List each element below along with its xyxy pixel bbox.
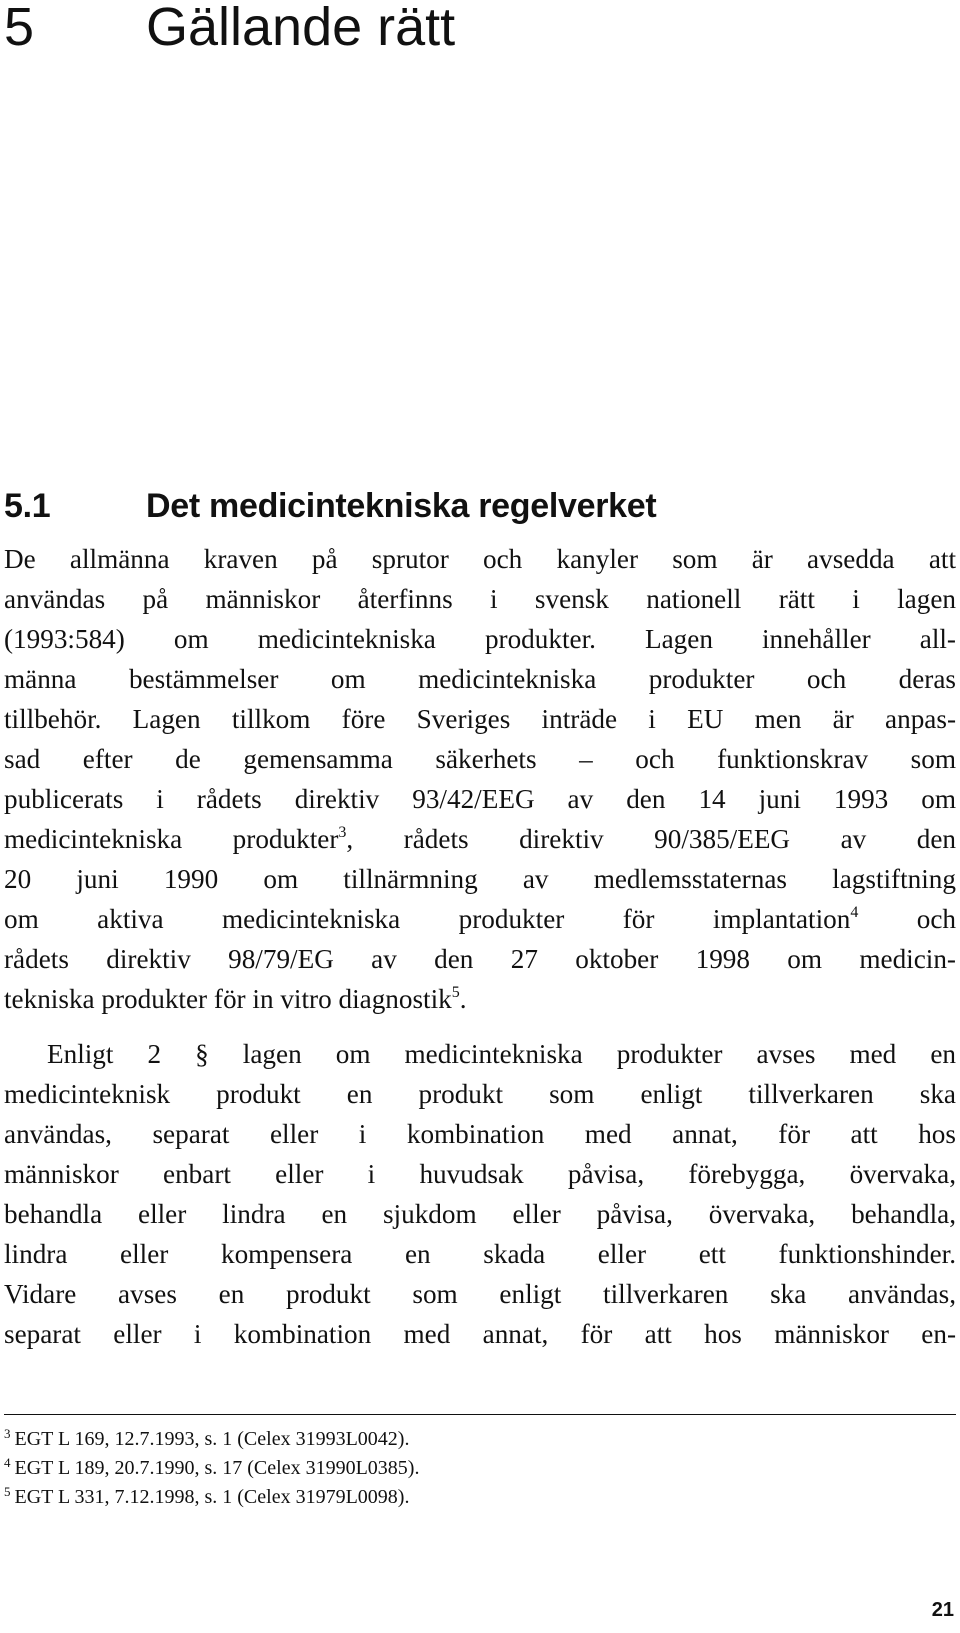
text-segment: om aktiva medicintekniska produkter för implantation bbox=[4, 904, 851, 934]
text-line: tillbehör. Lagen tillkom före Sveriges inträde i EU men är anpas- bbox=[4, 704, 956, 734]
text-line bbox=[4, 899, 956, 939]
section-title: Det medicintekniska regelverket bbox=[146, 487, 657, 525]
text-segment: tekniska produkter för in vitro diagnostik bbox=[4, 984, 452, 1014]
footnote-divider bbox=[4, 1414, 956, 1415]
text-line: behandla eller lindra en sjukdom eller påvisa, övervaka, behandla, bbox=[4, 1199, 956, 1229]
text-line: medicinteknisk produkt en produkt som enligt tillverkaren ska bbox=[4, 1079, 956, 1109]
text-line: männa bestämmelser om medicintekniska produkter och deras bbox=[4, 664, 956, 694]
footnote-item bbox=[4, 1454, 904, 1483]
text-line bbox=[4, 979, 956, 1019]
footnote-text: EGT L 331, 7.12.1998, s. 1 (Celex 31979L0098). bbox=[14, 1486, 410, 1508]
text-segment: . bbox=[459, 984, 467, 1014]
text-line: sad efter de gemensamma säkerhets – och funktionskrav som bbox=[4, 744, 956, 774]
footnote-text: EGT L 189, 20.7.1990, s. 17 (Celex 31990L0385). bbox=[14, 1457, 420, 1479]
text-line: rådets direktiv 98/79/EG av den 27 oktober 1998 om medicin- bbox=[4, 944, 956, 974]
text-line: (1993:584) om medicintekniska produkter. Lagen innehåller all- bbox=[4, 624, 956, 654]
text-line: människor enbart eller i huvudsak påvisa, förebygga, övervaka, bbox=[4, 1159, 956, 1189]
text-segment: medicintekniska produkter bbox=[4, 824, 339, 854]
footnotes bbox=[4, 1425, 904, 1512]
chapter-number: 5 bbox=[4, 0, 35, 57]
footnote-ref-5[interactable]: 5 bbox=[451, 984, 460, 1001]
chapter-heading bbox=[4, 0, 455, 62]
chapter-title: Gällande rätt bbox=[146, 0, 456, 57]
footnote-text: EGT L 169, 12.7.1993, s. 1 (Celex 31993L0042). bbox=[14, 1428, 410, 1450]
text-line: användas på människor återfinns i svensk nationell rätt i lagen bbox=[4, 584, 956, 614]
text-segment: , rådets direktiv 90/385/EEG av den bbox=[346, 824, 956, 854]
paragraph-regelverk bbox=[4, 539, 956, 1019]
section-heading bbox=[4, 484, 656, 528]
page-number: 21 bbox=[931, 1599, 954, 1621]
footnote-item bbox=[4, 1483, 904, 1512]
text-line: De allmänna kraven på sprutor och kanyler som är avsedda att bbox=[4, 544, 956, 574]
footnote-item bbox=[4, 1425, 904, 1454]
text-line: separat eller i kombination med annat, för att hos människor en- bbox=[4, 1319, 956, 1349]
footnote-marker: 4 bbox=[4, 1455, 11, 1470]
text-line: Enligt 2 § lagen om medicintekniska produkter avses med en bbox=[47, 1039, 956, 1069]
section-number: 5.1 bbox=[4, 487, 51, 525]
footnote-ref-4[interactable]: 4 bbox=[850, 904, 859, 921]
text-line: Vidare avses en produkt som enligt tillverkaren ska användas, bbox=[4, 1279, 956, 1309]
paragraph-definition bbox=[4, 1034, 956, 1354]
footnote-marker: 3 bbox=[4, 1426, 11, 1441]
text-line: 20 juni 1990 om tillnärmning av medlemsstaternas lagstiftning bbox=[4, 864, 956, 894]
footnote-marker: 5 bbox=[4, 1484, 11, 1499]
footnote-ref-3[interactable]: 3 bbox=[338, 824, 347, 841]
text-segment: och bbox=[858, 904, 956, 934]
text-line: publicerats i rådets direktiv 93/42/EEG av den 14 juni 1993 om bbox=[4, 784, 956, 814]
text-line bbox=[4, 819, 956, 859]
text-line: lindra eller kompensera en skada eller ett funktionshinder. bbox=[4, 1239, 956, 1269]
text-line: användas, separat eller i kombination med annat, för att hos bbox=[4, 1119, 956, 1149]
